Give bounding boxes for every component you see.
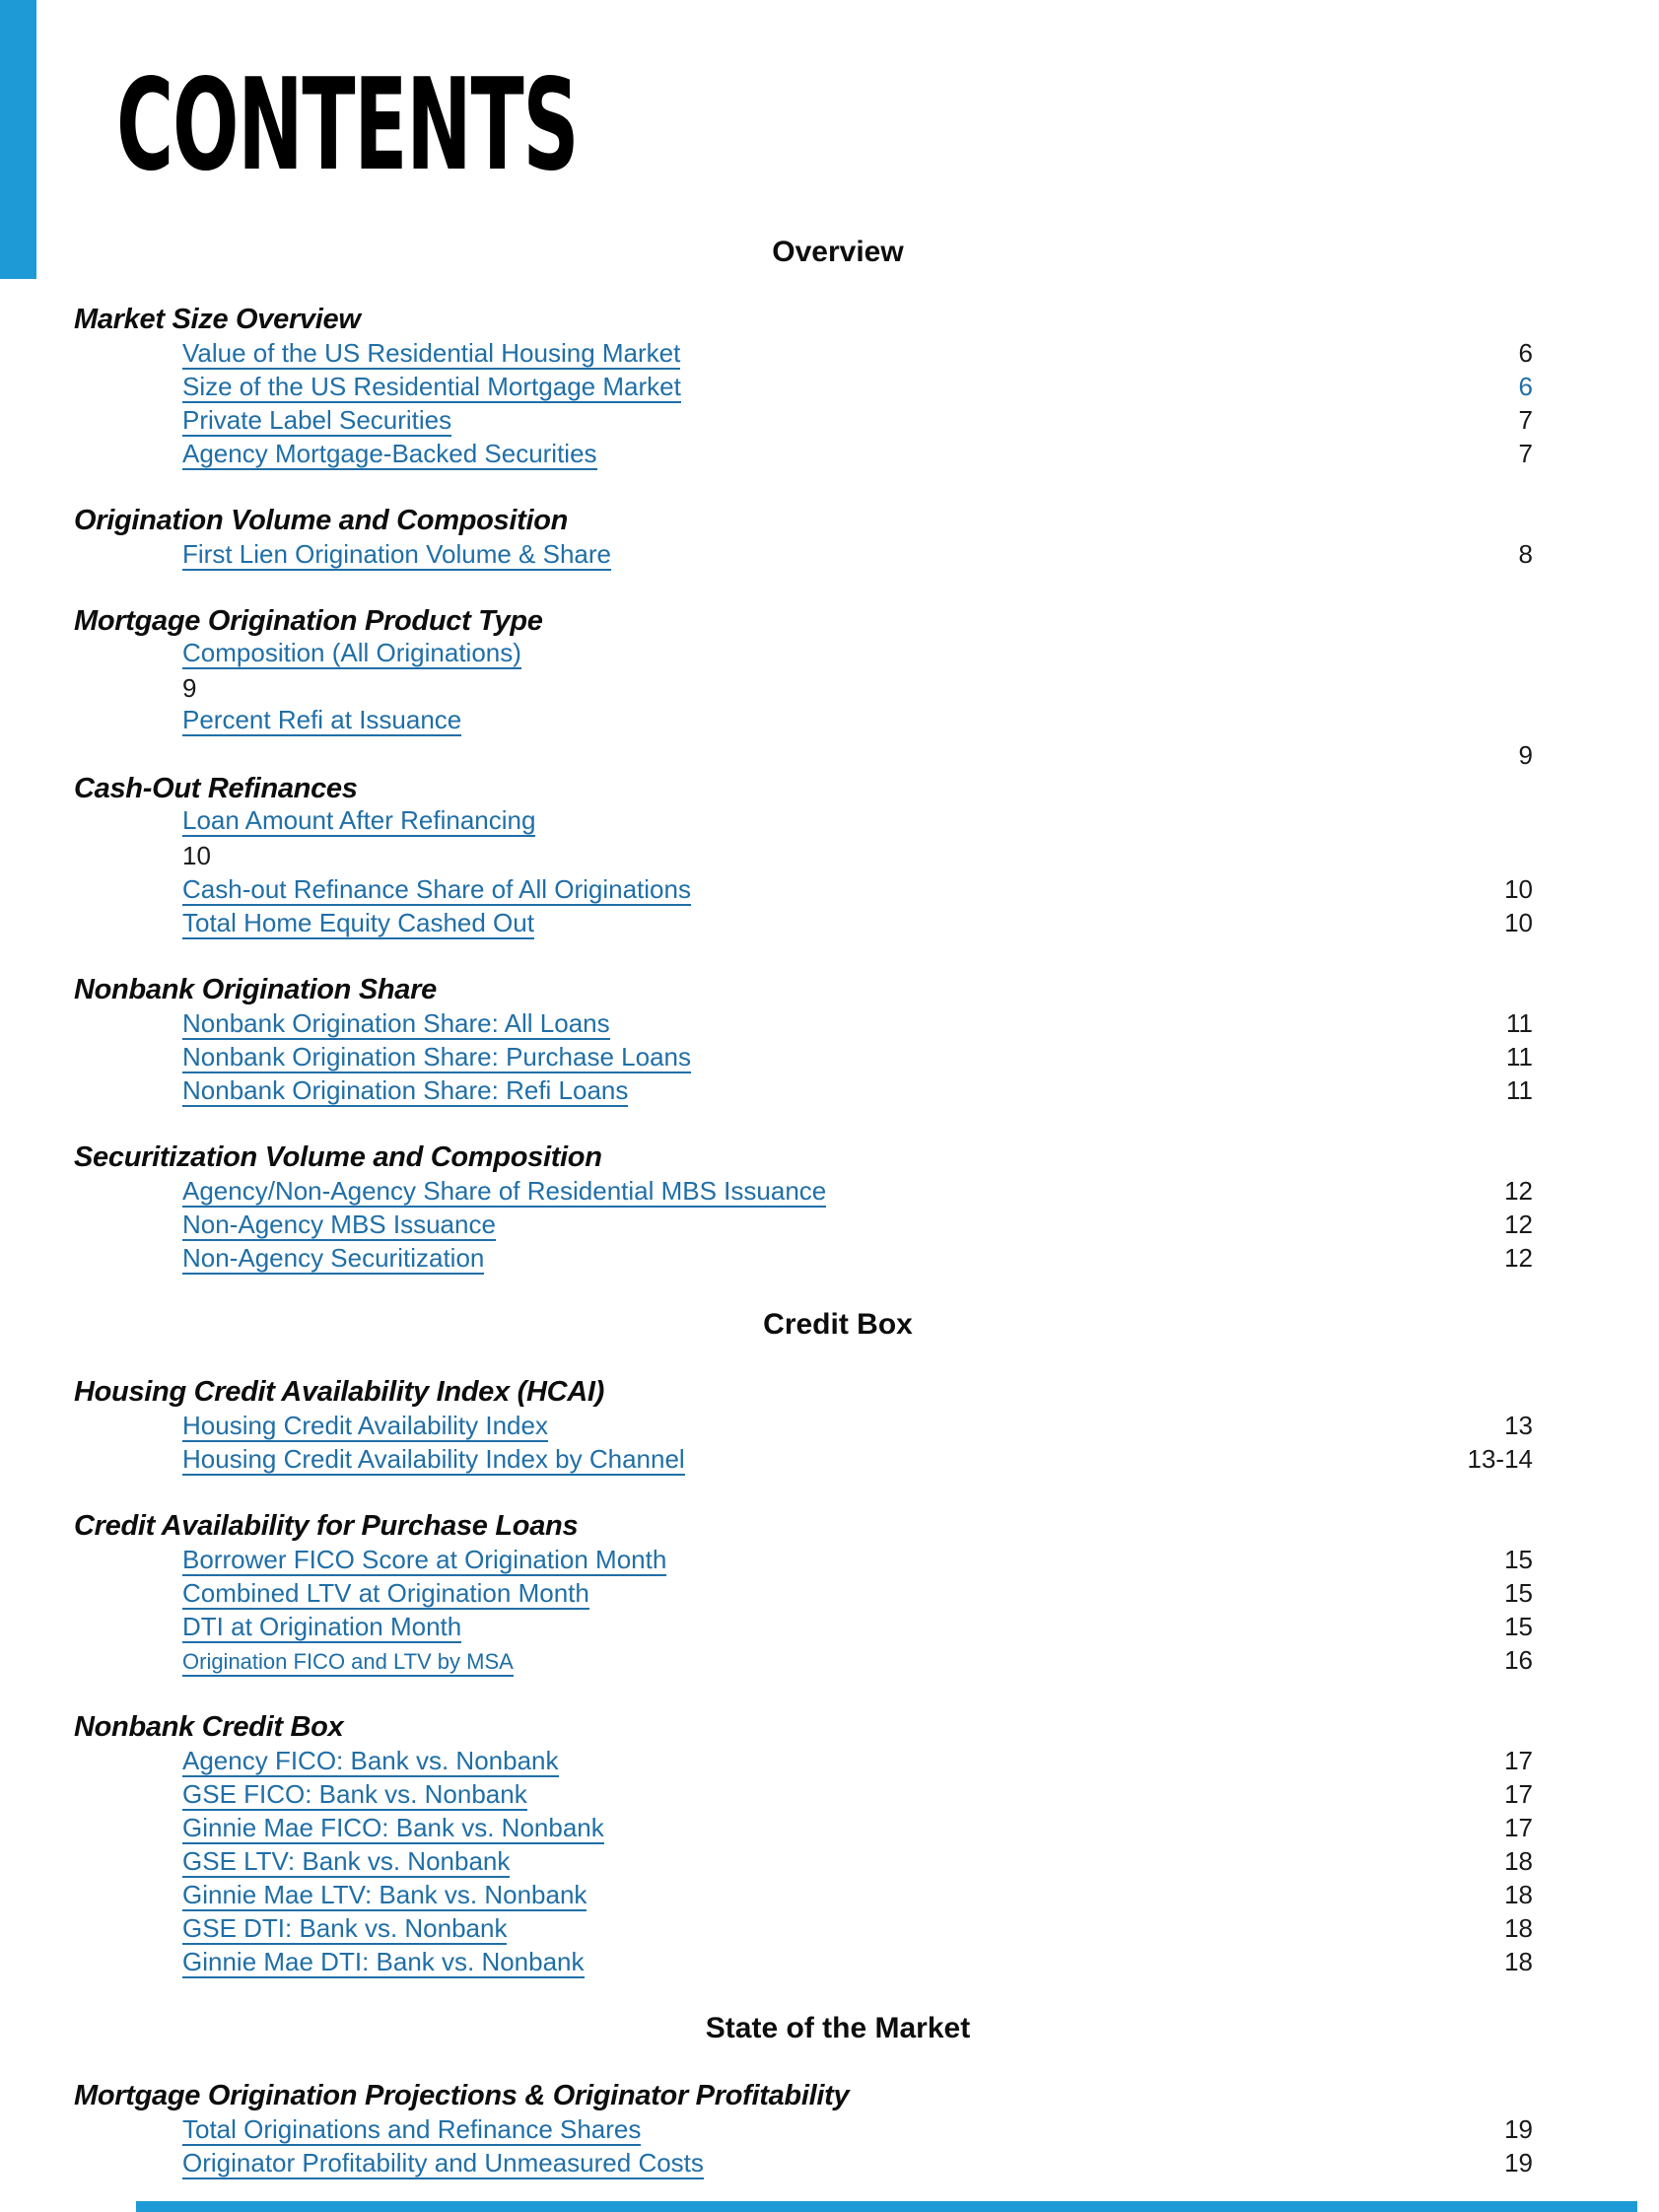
table-of-contents xyxy=(74,202,1533,2179)
section-entries xyxy=(74,1543,1533,1677)
toc-row xyxy=(74,1777,1533,1811)
toc-link[interactable]: Private Label Securities xyxy=(182,405,452,435)
toc-row xyxy=(74,638,1533,671)
toc-row xyxy=(74,1911,1533,1945)
toc-section xyxy=(74,1375,1533,1476)
toc-row xyxy=(74,872,1533,906)
toc-section xyxy=(74,1509,1533,1677)
toc-row xyxy=(74,1844,1533,1878)
toc-section xyxy=(74,973,1533,1107)
toc-row xyxy=(74,336,1533,370)
page-number: 16 xyxy=(1504,1645,1533,1675)
section-heading: Credit Availability for Purchase Loans xyxy=(74,1510,579,1542)
toc-row xyxy=(74,906,1533,939)
page-number: 15 xyxy=(1504,1612,1533,1641)
toc-link[interactable]: Housing Credit Availability Index by Channel xyxy=(182,1444,685,1474)
toc-link[interactable]: Nonbank Origination Share: All Loans xyxy=(182,1008,610,1038)
toc-link[interactable]: Total Home Equity Cashed Out xyxy=(182,908,534,937)
section-heading: Origination Volume and Composition xyxy=(74,505,569,536)
toc-section xyxy=(74,604,1533,772)
toc-row xyxy=(74,1174,1533,1208)
toc-row xyxy=(74,1006,1533,1040)
center-heading: Overview xyxy=(772,236,904,268)
toc-row xyxy=(74,1744,1533,1777)
toc-link[interactable]: DTI at Origination Month xyxy=(182,1612,462,1641)
toc-link[interactable]: Total Originations and Refinance Shares xyxy=(182,2114,642,2144)
toc-row xyxy=(74,1811,1533,1844)
toc-link[interactable]: Nonbank Origination Share: Refi Loans xyxy=(182,1075,629,1105)
toc-section xyxy=(74,1141,1533,1275)
page-number: 6 xyxy=(1518,338,1533,368)
toc-link[interactable]: GSE FICO: Bank vs. Nonbank xyxy=(182,1779,527,1809)
page-number: 19 xyxy=(1504,2148,1533,2177)
page-number: 19 xyxy=(1504,2114,1533,2144)
toc-link[interactable]: Loan Amount After Refinancing xyxy=(182,805,536,835)
toc-row xyxy=(74,1409,1533,1442)
toc-row xyxy=(74,2112,1533,2146)
toc-row xyxy=(74,1040,1533,1073)
toc-row xyxy=(74,537,1533,571)
page-number: 9 xyxy=(1518,740,1533,770)
section-entries xyxy=(74,1174,1533,1275)
toc-row xyxy=(74,403,1533,437)
section-entries xyxy=(74,537,1533,571)
section-entries xyxy=(74,336,1533,470)
toc-row xyxy=(74,1208,1533,1241)
page-number: 17 xyxy=(1504,1813,1533,1842)
toc-link[interactable]: Nonbank Origination Share: Purchase Loans xyxy=(182,1042,691,1071)
toc-link[interactable]: Composition (All Originations) xyxy=(182,638,521,667)
toc-link[interactable]: GSE DTI: Bank vs. Nonbank xyxy=(182,1913,508,1943)
toc-link[interactable]: Size of the US Residential Mortgage Market xyxy=(182,372,681,401)
section-heading: Mortgage Origination Projections & Originator Profitability xyxy=(74,2080,850,2111)
center-heading: Credit Box xyxy=(763,1308,913,1341)
toc-link[interactable]: Ginnie Mae FICO: Bank vs. Nonbank xyxy=(182,1813,604,1842)
toc-section xyxy=(74,772,1533,939)
page-number: 10 xyxy=(1504,908,1533,937)
toc-row xyxy=(74,2146,1533,2179)
page-number: 7 xyxy=(1518,439,1533,468)
page-number: 17 xyxy=(1504,1779,1533,1809)
toc-row xyxy=(74,1442,1533,1476)
section-entries xyxy=(74,638,1533,772)
toc-link[interactable]: Percent Refi at Issuance xyxy=(182,705,462,734)
toc-link[interactable]: Borrower FICO Score at Origination Month xyxy=(182,1545,667,1574)
toc-section xyxy=(74,2079,1533,2179)
page-number: 15 xyxy=(1504,1545,1533,1574)
section-entries xyxy=(74,1409,1533,1476)
toc-link[interactable]: Ginnie Mae LTV: Bank vs. Nonbank xyxy=(182,1880,588,1909)
toc-row xyxy=(74,1073,1533,1107)
page-number: 12 xyxy=(1504,1243,1533,1273)
page-number: 6 xyxy=(1518,372,1533,401)
section-heading: Cash-Out Refinances xyxy=(74,773,358,804)
toc-row xyxy=(74,839,1533,872)
section-heading: Housing Credit Availability Index (HCAI) xyxy=(74,1376,604,1408)
page-number: 18 xyxy=(1504,1846,1533,1876)
toc-link[interactable]: Originator Profitability and Unmeasured Costs xyxy=(182,2148,704,2177)
toc-link[interactable]: Housing Credit Availability Index xyxy=(182,1411,548,1440)
page-number: 8 xyxy=(1518,539,1533,569)
section-heading: Nonbank Credit Box xyxy=(74,1711,344,1743)
section-heading: Mortgage Origination Product Type xyxy=(74,605,543,637)
toc-row xyxy=(74,1543,1533,1576)
section-entries xyxy=(74,2112,1533,2179)
center-heading: State of the Market xyxy=(705,2012,971,2044)
accent-bar-top xyxy=(0,0,36,279)
section-heading: Securitization Volume and Composition xyxy=(74,1141,602,1173)
toc-section xyxy=(74,504,1533,571)
section-entries xyxy=(74,805,1533,939)
toc-link[interactable]: Origination FICO and LTV by MSA xyxy=(182,1649,514,1677)
page-number: 13-14 xyxy=(1467,1444,1533,1474)
toc-row xyxy=(74,671,1533,705)
toc-row xyxy=(74,1610,1533,1643)
section-heading: Market Size Overview xyxy=(74,304,361,335)
toc-link[interactable]: Agency/Non-Agency Share of Residential MBS Issuance xyxy=(182,1176,827,1206)
toc-link[interactable]: Agency FICO: Bank vs. Nonbank xyxy=(182,1746,559,1775)
page-number: 15 xyxy=(1504,1578,1533,1608)
toc-link[interactable]: Non-Agency MBS Issuance xyxy=(182,1210,496,1239)
toc-row xyxy=(74,805,1533,839)
section-heading: Nonbank Origination Share xyxy=(74,974,437,1005)
toc-row xyxy=(74,1945,1533,1978)
page-number: 9 xyxy=(182,673,197,703)
page-number: 17 xyxy=(1504,1746,1533,1775)
toc-section xyxy=(74,303,1533,470)
toc-link[interactable]: Value of the US Residential Housing Market xyxy=(182,338,681,368)
toc-row xyxy=(74,1643,1533,1677)
page-number: 18 xyxy=(1504,1880,1533,1909)
toc-link[interactable]: First Lien Origination Volume & Share xyxy=(182,539,611,569)
page-number: 11 xyxy=(1506,1042,1533,1071)
toc-link[interactable]: Cash-out Refinance Share of All Originations xyxy=(182,874,691,904)
accent-bar-bottom xyxy=(136,2201,1637,2212)
page-number: 18 xyxy=(1504,1913,1533,1943)
toc-link[interactable]: GSE LTV: Bank vs. Nonbank xyxy=(182,1846,511,1876)
toc-link[interactable]: Combined LTV at Origination Month xyxy=(182,1578,589,1608)
toc-row xyxy=(74,1576,1533,1610)
toc-section xyxy=(74,1710,1533,1978)
toc-link[interactable]: Ginnie Mae DTI: Bank vs. Nonbank xyxy=(182,1947,585,1976)
section-entries xyxy=(74,1744,1533,1978)
page-number: 12 xyxy=(1504,1210,1533,1239)
toc-row xyxy=(74,437,1533,470)
page-number: 7 xyxy=(1518,405,1533,435)
page-number: 11 xyxy=(1506,1008,1533,1038)
toc-row xyxy=(74,370,1533,403)
toc-row xyxy=(74,1878,1533,1911)
toc-link[interactable]: Non-Agency Securitization xyxy=(182,1243,485,1273)
toc-link[interactable]: Agency Mortgage-Backed Securities xyxy=(182,439,597,468)
page-number: 12 xyxy=(1504,1176,1533,1206)
page-number: 18 xyxy=(1504,1947,1533,1976)
page-number: 13 xyxy=(1504,1411,1533,1440)
page-number: 10 xyxy=(1504,874,1533,904)
section-entries xyxy=(74,1006,1533,1107)
page-number: 10 xyxy=(182,841,211,870)
page-number: 11 xyxy=(1506,1075,1533,1105)
toc-row xyxy=(74,738,1533,772)
toc-row xyxy=(74,1241,1533,1275)
toc-row xyxy=(74,705,1533,738)
contents-title: CONTENTS xyxy=(116,52,579,199)
